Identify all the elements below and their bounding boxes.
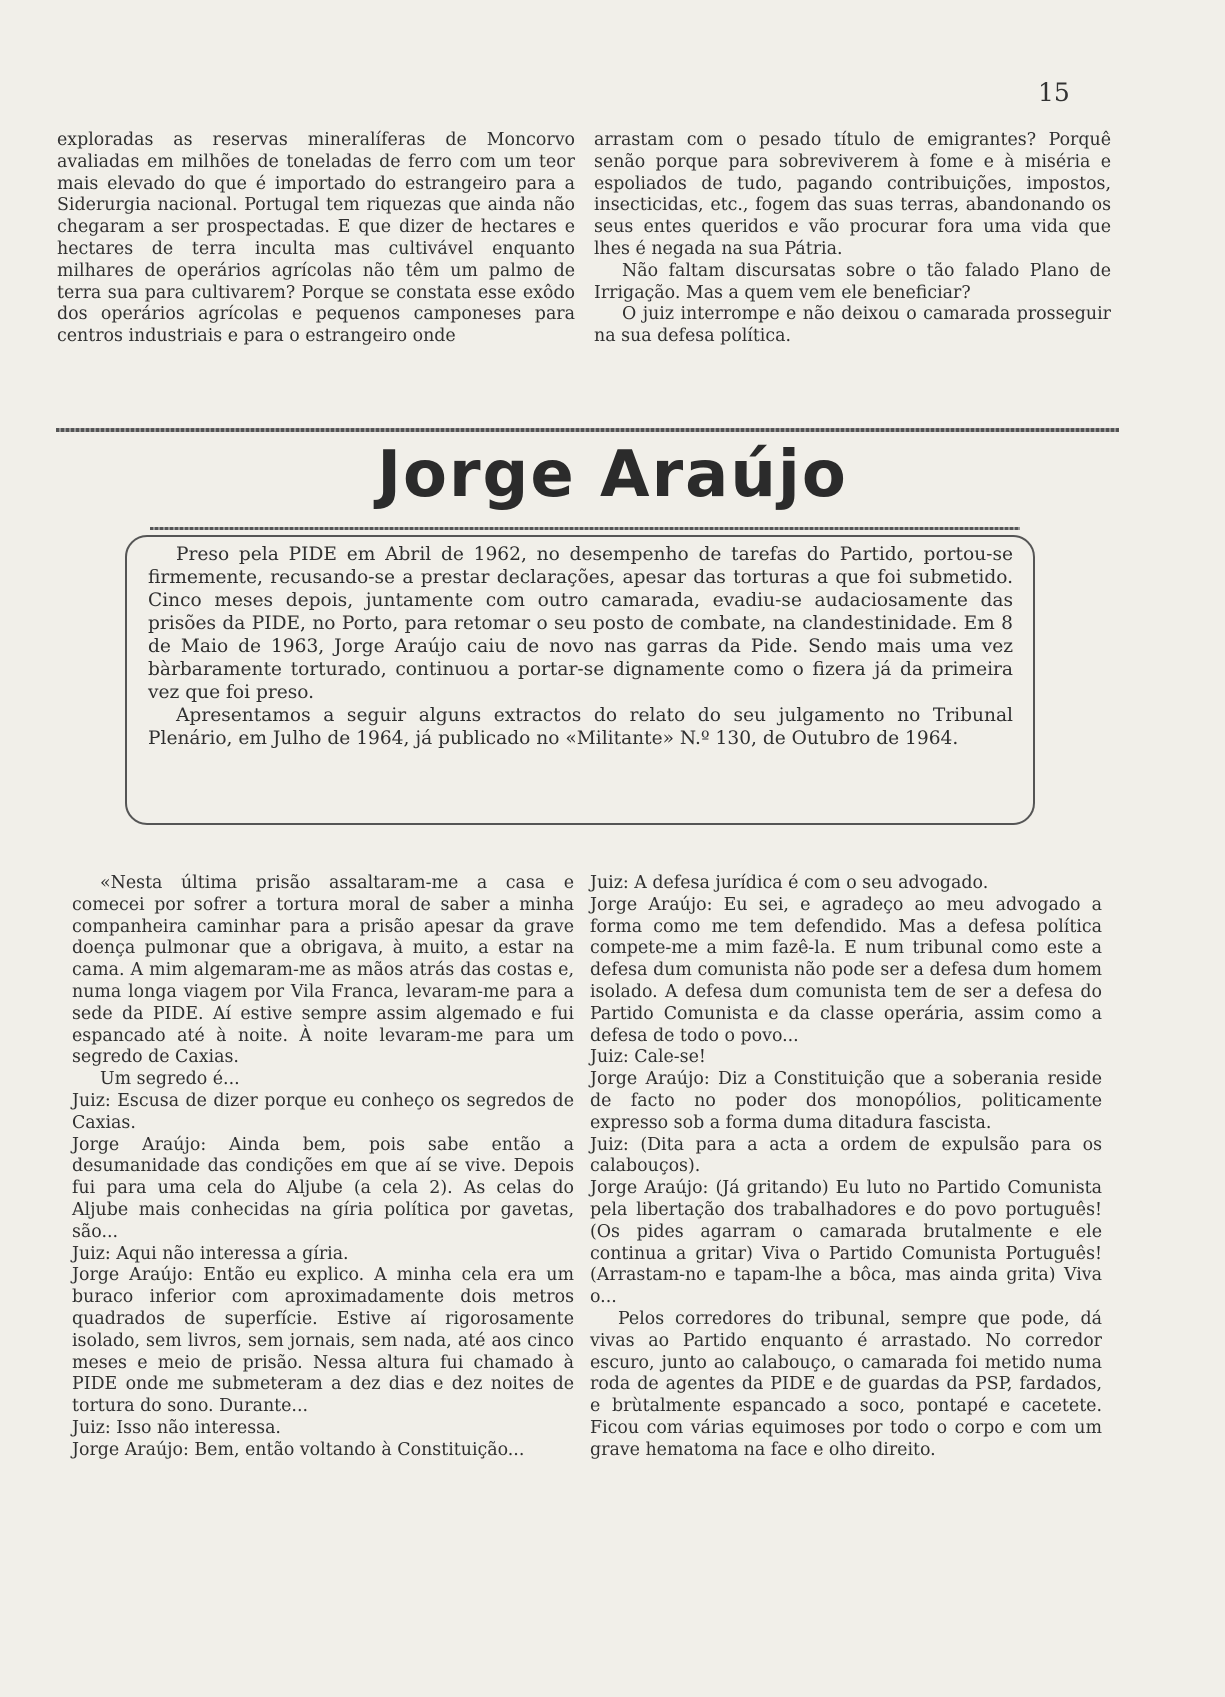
bottom-right-column bbox=[590, 873, 1102, 1462]
paragraph: Não faltam discursatas sobre o tão falado Plano de Irrigação. Mas a quem vem ele beneficiar? bbox=[594, 260, 1111, 303]
top-left-column bbox=[57, 130, 575, 348]
paragraph: Jorge Araújo: Ainda bem, pois sabe então a desumanidade das condições em que aí se vive. Depois fui para uma cela do Aljube (a cela 2). As celas do Aljube mais conhecidas na gíria política por gavetas, são... bbox=[72, 1134, 574, 1242]
page-number: 15 bbox=[1038, 78, 1070, 107]
top-right-column bbox=[594, 130, 1111, 348]
paragraph: Jorge Araújo: Bem, então voltando à Constituição... bbox=[72, 1439, 525, 1460]
paragraph: «Nesta última prisão assaltaram-me a casa e comecei por sofrer a tortura moral de saber a minha companheira caminhar para a prisão apesar da grave doença pulmonar que a obrigava, à muito, a estar na cama. A mim algemaram-me as mãos atrás das costas e, numa longa viagem por Vila Franca, levaram-me para a sede da PIDE. Aí estive sempre assim algemado e fui espancado até à noite. À noite levaram-me para um segredo de Caxias. bbox=[72, 873, 574, 1068]
paragraph: Juiz: Aqui não interessa a gíria. bbox=[72, 1243, 349, 1264]
divider-rule bbox=[150, 527, 1020, 530]
paragraph: Juiz: (Dita para a acta a ordem de expulsão para os calabouços). bbox=[590, 1134, 1102, 1177]
article-title: Jorge Araújo bbox=[377, 438, 848, 512]
bottom-left-column bbox=[72, 873, 574, 1462]
paragraph: exploradas as reservas mineralíferas de Moncorvo avaliadas em milhões de toneladas de ferro com um teor mais elevado do que é importado do estrangeiro para a Siderurgia nacional. Portugal tem riquezas que ainda não chegaram a ser prospectadas. E que dizer de hectares e hectares de terra inculta mas cultivável enquanto milhares de operários agrícolas não têm um palmo de terra sua para cultivarem? Porque se constata esse exôdo dos operários agrícolas e pequenos camponeses para centros industriais e para o estrangeiro onde bbox=[57, 130, 575, 347]
paragraph: Preso pela PIDE em Abril de 1962, no desempenho de tarefas do Partido, portou-se firmemente, recusando-se a prestar declarações, apesar das torturas a que foi submetido. Cinco meses depois, juntamente com outro camarada, evadiu-se audaciosamente das prisões da PIDE, no Porto, para retomar o seu posto de combate, na clandestinidade. Em 8 de Maio de 1963, Jorge Araújo caiu de novo nas garras da Pide. Sendo mais uma vez bàrbaramente torturado, continuou a portar-se dignamente como o fizera já da primeira vez que foi preso. bbox=[148, 544, 1013, 703]
paragraph: Jorge Araújo: Então eu explico. A minha cela era um buraco inferior com aproximadamente dois metros quadrados de superfície. Estive aí rigorosamente isolado, sem livros, sem jornais, sem nada, até aos cinco meses e meio de prisão. Nessa altura fui chamado à PIDE onde me submeteram a dez dias e dez noites de tortura do sono. Durante... bbox=[72, 1265, 574, 1417]
bio-box-text bbox=[148, 543, 1013, 750]
divider-rule bbox=[56, 428, 1119, 432]
paragraph: Jorge Araújo: (Já gritando) Eu luto no Partido Comunista pela libertação dos trabalhadores e do povo português! (Os pides agarram o camarada brutalmente e ele continua a gritar) Viva o Partido Comunista Português! (Arrastam-no e tapam-lhe a bôca, mas ainda grita) Viva o... bbox=[590, 1178, 1102, 1308]
paragraph: Juiz: Cale-se! bbox=[590, 1047, 706, 1068]
paragraph: Juiz: A defesa jurídica é com o seu advogado. bbox=[590, 873, 989, 893]
paragraph: Jorge Araújo: Eu sei, e agradeço ao meu advogado a forma como me tem defendido. Mas a defesa política compete-me a mim fazê-la. E num tribunal como este a defesa dum comunista não pode ser a defesa dum homem isolado. A defesa dum comunista tem de ser a defesa do Partido Comunista e da classe operária, assim como a defesa de todo o povo... bbox=[590, 894, 1102, 1046]
paragraph: Um segredo é... bbox=[100, 1069, 240, 1090]
paragraph: arrastam com o pesado título de emigrantes? Porquê senão porque para sobreviverem à fome e à miséria e espoliados de tudo, pagando contribuições, impostos, insecticidas, etc., fogem das suas terras, abandonando os seus entes queridos e vão procurar fora uma vida que lhes é negada na sua Pátria. bbox=[594, 130, 1111, 259]
paragraph: O juiz interrompe e não deixou o camarada prosseguir na sua defesa política. bbox=[594, 304, 1111, 347]
paragraph: Apresentamos a seguir alguns extractos do relato do seu julgamento no Tribunal Plenário, em Julho de 1964, já publicado no «Militante» N.º 130, de Outubro de 1964. bbox=[148, 705, 1013, 749]
paragraph: Jorge Araújo: Diz a Constituição que a soberania reside de facto no poder dos monopólios, politicamente expresso sob a forma duma ditadura fascista. bbox=[590, 1069, 1102, 1133]
paragraph: Juiz: Escusa de dizer porque eu conheço os segredos de Caxias. bbox=[72, 1090, 574, 1133]
paragraph: Juiz: Isso não interessa. bbox=[72, 1417, 281, 1438]
paragraph: Pelos corredores do tribunal, sempre que pode, dá vivas ao Partido enquanto é arrastado. No corredor escuro, junto ao calabouço, o camarada foi metido numa roda de agentes da PIDE e de guardas da PSP, fardados, e brùtalmente espancado a soco, pontapé e cacetete. Ficou com várias equimoses por todo o corpo e com um grave hematoma na face e olho direito. bbox=[590, 1308, 1102, 1460]
